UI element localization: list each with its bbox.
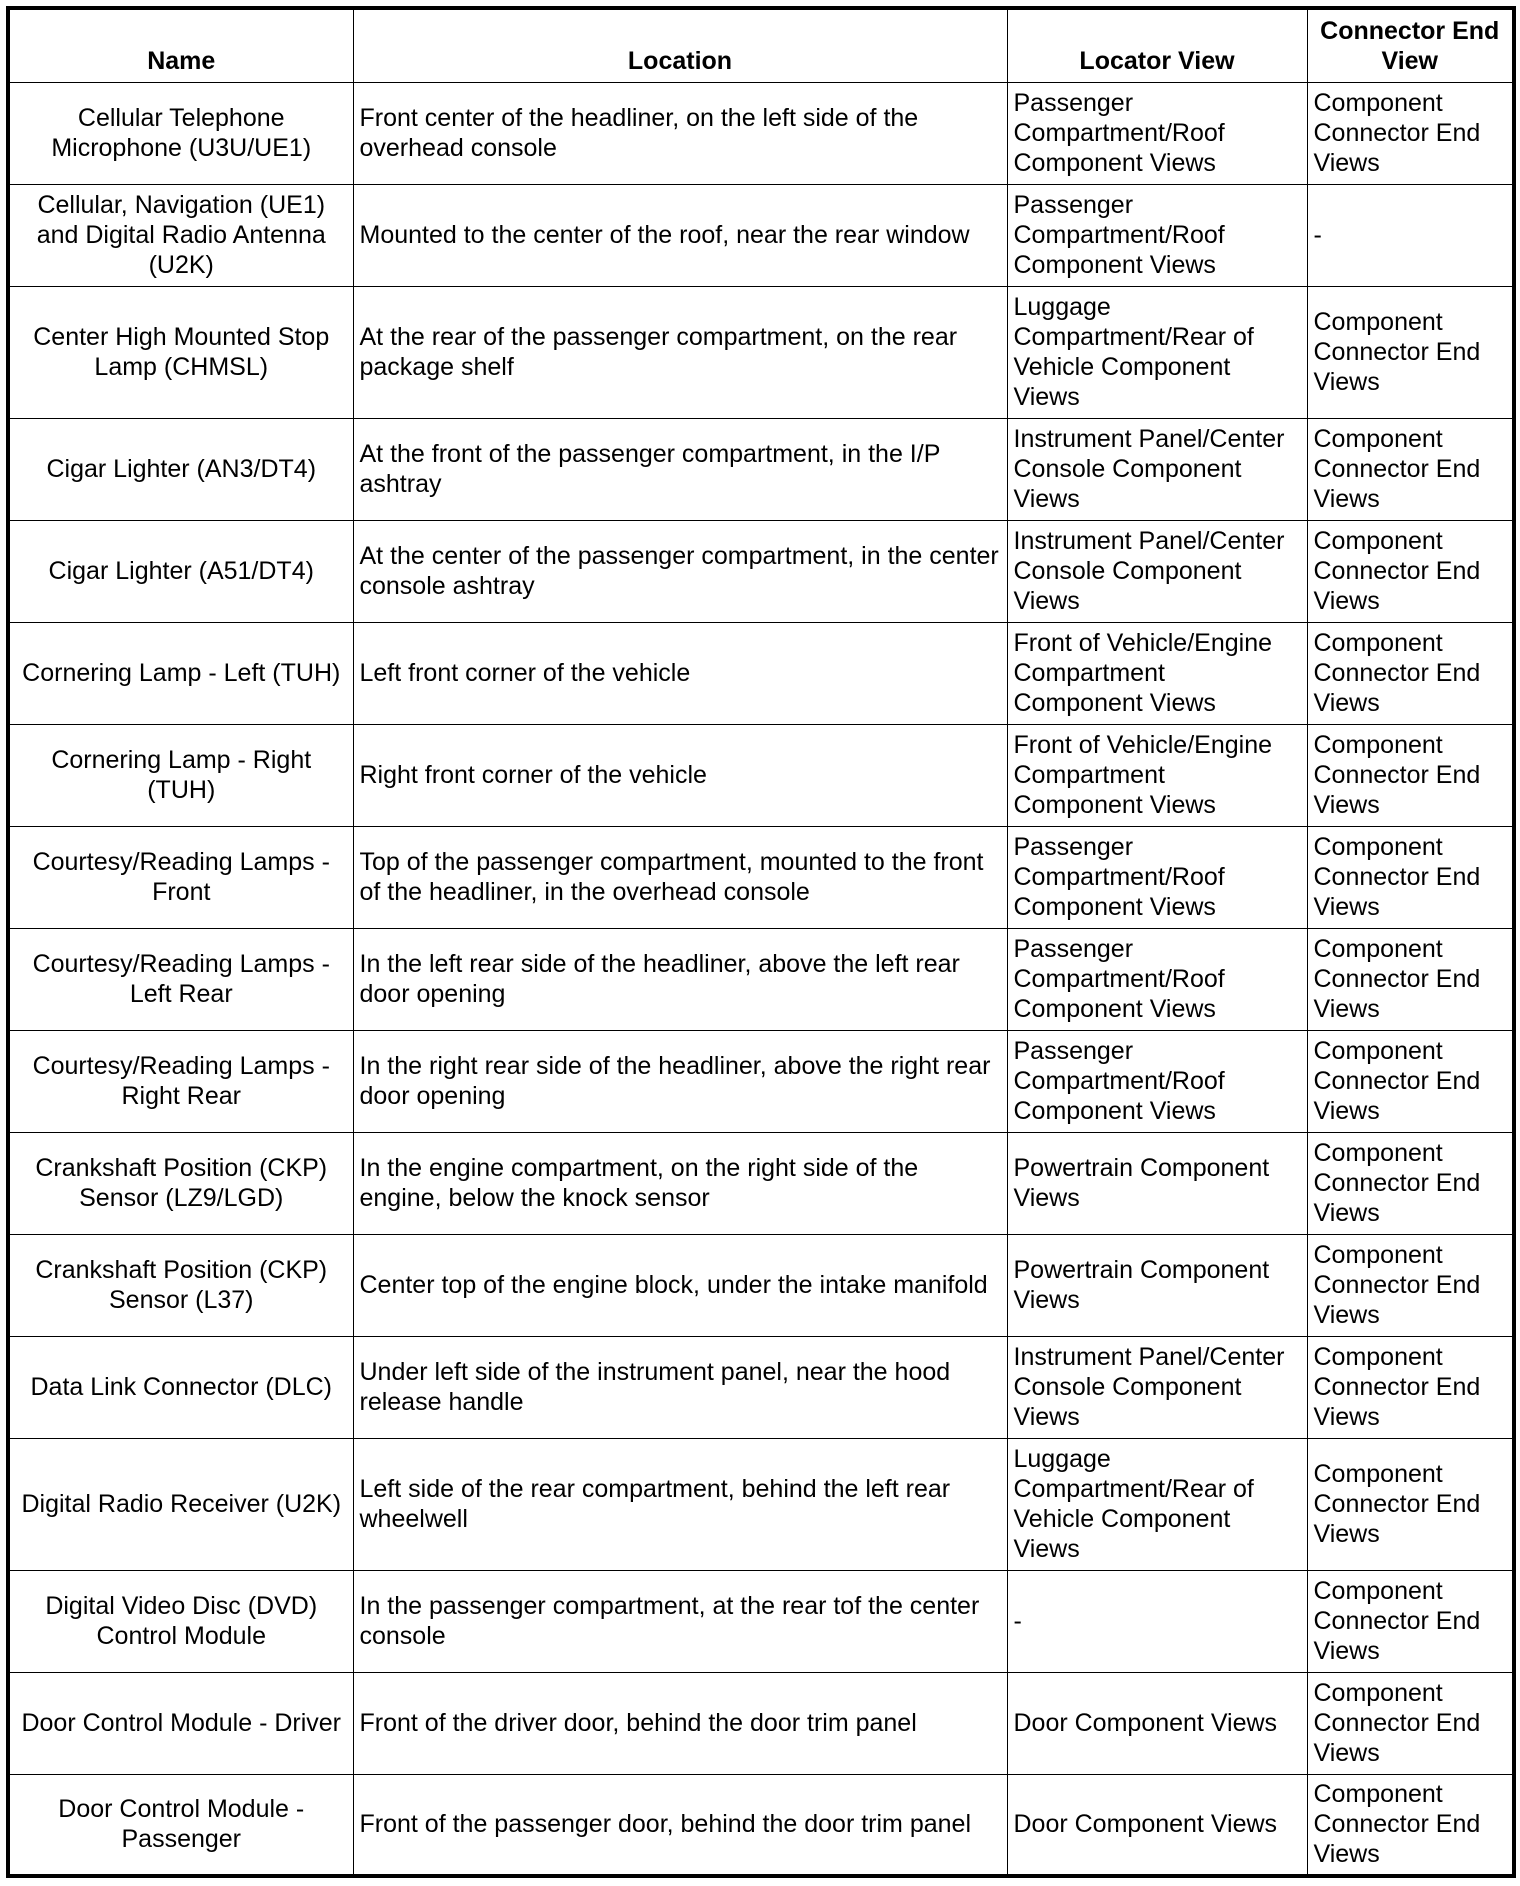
cell-location: Under left side of the instrument panel, near the hood release handle	[353, 1336, 1007, 1438]
table-row	[8, 1774, 1514, 1876]
cell-location: Front of the passenger door, behind the door trim panel	[353, 1774, 1007, 1876]
cell-connector-end-view: Component Connector End Views	[1307, 520, 1514, 622]
cell-location: Front center of the headliner, on the left side of the overhead console	[353, 82, 1007, 184]
table-row	[8, 1132, 1514, 1234]
table-row	[8, 724, 1514, 826]
cell-name: Courtesy/Reading Lamps - Left Rear	[8, 928, 353, 1030]
table-row	[8, 826, 1514, 928]
cell-name: Center High Mounted Stop Lamp (CHMSL)	[8, 286, 353, 418]
table-row	[8, 82, 1514, 184]
cell-location: Right front corner of the vehicle	[353, 724, 1007, 826]
cell-connector-end-view: Component Connector End Views	[1307, 286, 1514, 418]
cell-connector-end-view: Component Connector End Views	[1307, 622, 1514, 724]
table-row	[8, 418, 1514, 520]
cell-locator-view: Passenger Compartment/Roof Component Views	[1007, 184, 1307, 286]
table-row	[8, 1030, 1514, 1132]
cell-name: Crankshaft Position (CKP) Sensor (LZ9/LGD)	[8, 1132, 353, 1234]
table-header-row	[8, 8, 1514, 82]
cell-locator-view: Powertrain Component Views	[1007, 1234, 1307, 1336]
cell-name: Digital Video Disc (DVD) Control Module	[8, 1570, 353, 1672]
component-locator-table	[6, 6, 1516, 1878]
cell-connector-end-view: Component Connector End Views	[1307, 1030, 1514, 1132]
cell-connector-end-view: Component Connector End Views	[1307, 724, 1514, 826]
header-connector-end-view: Connector End View	[1307, 8, 1514, 82]
cell-name: Door Control Module - Passenger	[8, 1774, 353, 1876]
cell-locator-view: Powertrain Component Views	[1007, 1132, 1307, 1234]
cell-locator-view: Luggage Compartment/Rear of Vehicle Component Views	[1007, 1438, 1307, 1570]
table-row	[8, 928, 1514, 1030]
table-row	[8, 520, 1514, 622]
header-location: Location	[353, 8, 1007, 82]
cell-name: Crankshaft Position (CKP) Sensor (L37)	[8, 1234, 353, 1336]
cell-location: At the rear of the passenger compartment, on the rear package shelf	[353, 286, 1007, 418]
cell-connector-end-view: Component Connector End Views	[1307, 82, 1514, 184]
cell-name: Courtesy/Reading Lamps - Right Rear	[8, 1030, 353, 1132]
cell-locator-view: Passenger Compartment/Roof Component Views	[1007, 928, 1307, 1030]
cell-location: Left front corner of the vehicle	[353, 622, 1007, 724]
cell-locator-view: Instrument Panel/Center Console Component Views	[1007, 418, 1307, 520]
cell-location: At the center of the passenger compartment, in the center console ashtray	[353, 520, 1007, 622]
cell-name: Data Link Connector (DLC)	[8, 1336, 353, 1438]
cell-location: Center top of the engine block, under the intake manifold	[353, 1234, 1007, 1336]
table-row	[8, 286, 1514, 418]
cell-location: In the engine compartment, on the right side of the engine, below the knock sensor	[353, 1132, 1007, 1234]
cell-name: Cellular, Navigation (UE1) and Digital Radio Antenna (U2K)	[8, 184, 353, 286]
cell-connector-end-view: Component Connector End Views	[1307, 1234, 1514, 1336]
header-locator-view: Locator View	[1007, 8, 1307, 82]
cell-locator-view: Instrument Panel/Center Console Component Views	[1007, 1336, 1307, 1438]
cell-location: In the passenger compartment, at the rear tof the center console	[353, 1570, 1007, 1672]
table-row	[8, 1570, 1514, 1672]
cell-name: Cornering Lamp - Left (TUH)	[8, 622, 353, 724]
cell-name: Door Control Module - Driver	[8, 1672, 353, 1774]
cell-name: Cigar Lighter (AN3/DT4)	[8, 418, 353, 520]
cell-connector-end-view: Component Connector End Views	[1307, 1672, 1514, 1774]
cell-location: Top of the passenger compartment, mounted to the front of the headliner, in the overhead console	[353, 826, 1007, 928]
cell-locator-view: Front of Vehicle/Engine Compartment Component Views	[1007, 622, 1307, 724]
cell-connector-end-view: Component Connector End Views	[1307, 826, 1514, 928]
cell-locator-view: -	[1007, 1570, 1307, 1672]
cell-connector-end-view: Component Connector End Views	[1307, 418, 1514, 520]
cell-locator-view: Front of Vehicle/Engine Compartment Component Views	[1007, 724, 1307, 826]
cell-location: Left side of the rear compartment, behind the left rear wheelwell	[353, 1438, 1007, 1570]
cell-locator-view: Passenger Compartment/Roof Component Views	[1007, 826, 1307, 928]
header-name: Name	[8, 8, 353, 82]
cell-locator-view: Door Component Views	[1007, 1672, 1307, 1774]
cell-connector-end-view: Component Connector End Views	[1307, 1336, 1514, 1438]
cell-location: In the right rear side of the headliner, above the right rear door opening	[353, 1030, 1007, 1132]
cell-connector-end-view: Component Connector End Views	[1307, 1570, 1514, 1672]
table-body	[8, 82, 1514, 1876]
table-row	[8, 1234, 1514, 1336]
cell-location: Front of the driver door, behind the door trim panel	[353, 1672, 1007, 1774]
cell-locator-view: Instrument Panel/Center Console Component Views	[1007, 520, 1307, 622]
table-row	[8, 1438, 1514, 1570]
cell-locator-view: Passenger Compartment/Roof Component Views	[1007, 82, 1307, 184]
cell-connector-end-view: Component Connector End Views	[1307, 1132, 1514, 1234]
cell-connector-end-view: -	[1307, 184, 1514, 286]
table-row	[8, 1672, 1514, 1774]
cell-name: Cellular Telephone Microphone (U3U/UE1)	[8, 82, 353, 184]
cell-locator-view: Door Component Views	[1007, 1774, 1307, 1876]
cell-location: Mounted to the center of the roof, near the rear window	[353, 184, 1007, 286]
cell-name: Courtesy/Reading Lamps - Front	[8, 826, 353, 928]
cell-connector-end-view: Component Connector End Views	[1307, 1438, 1514, 1570]
cell-locator-view: Luggage Compartment/Rear of Vehicle Component Views	[1007, 286, 1307, 418]
table-row	[8, 184, 1514, 286]
cell-location: At the front of the passenger compartment, in the I/P ashtray	[353, 418, 1007, 520]
cell-locator-view: Passenger Compartment/Roof Component Views	[1007, 1030, 1307, 1132]
cell-name: Digital Radio Receiver (U2K)	[8, 1438, 353, 1570]
cell-connector-end-view: Component Connector End Views	[1307, 1774, 1514, 1876]
table-row	[8, 622, 1514, 724]
cell-connector-end-view: Component Connector End Views	[1307, 928, 1514, 1030]
cell-name: Cigar Lighter (A51/DT4)	[8, 520, 353, 622]
table-row	[8, 1336, 1514, 1438]
cell-name: Cornering Lamp - Right (TUH)	[8, 724, 353, 826]
cell-location: In the left rear side of the headliner, above the left rear door opening	[353, 928, 1007, 1030]
